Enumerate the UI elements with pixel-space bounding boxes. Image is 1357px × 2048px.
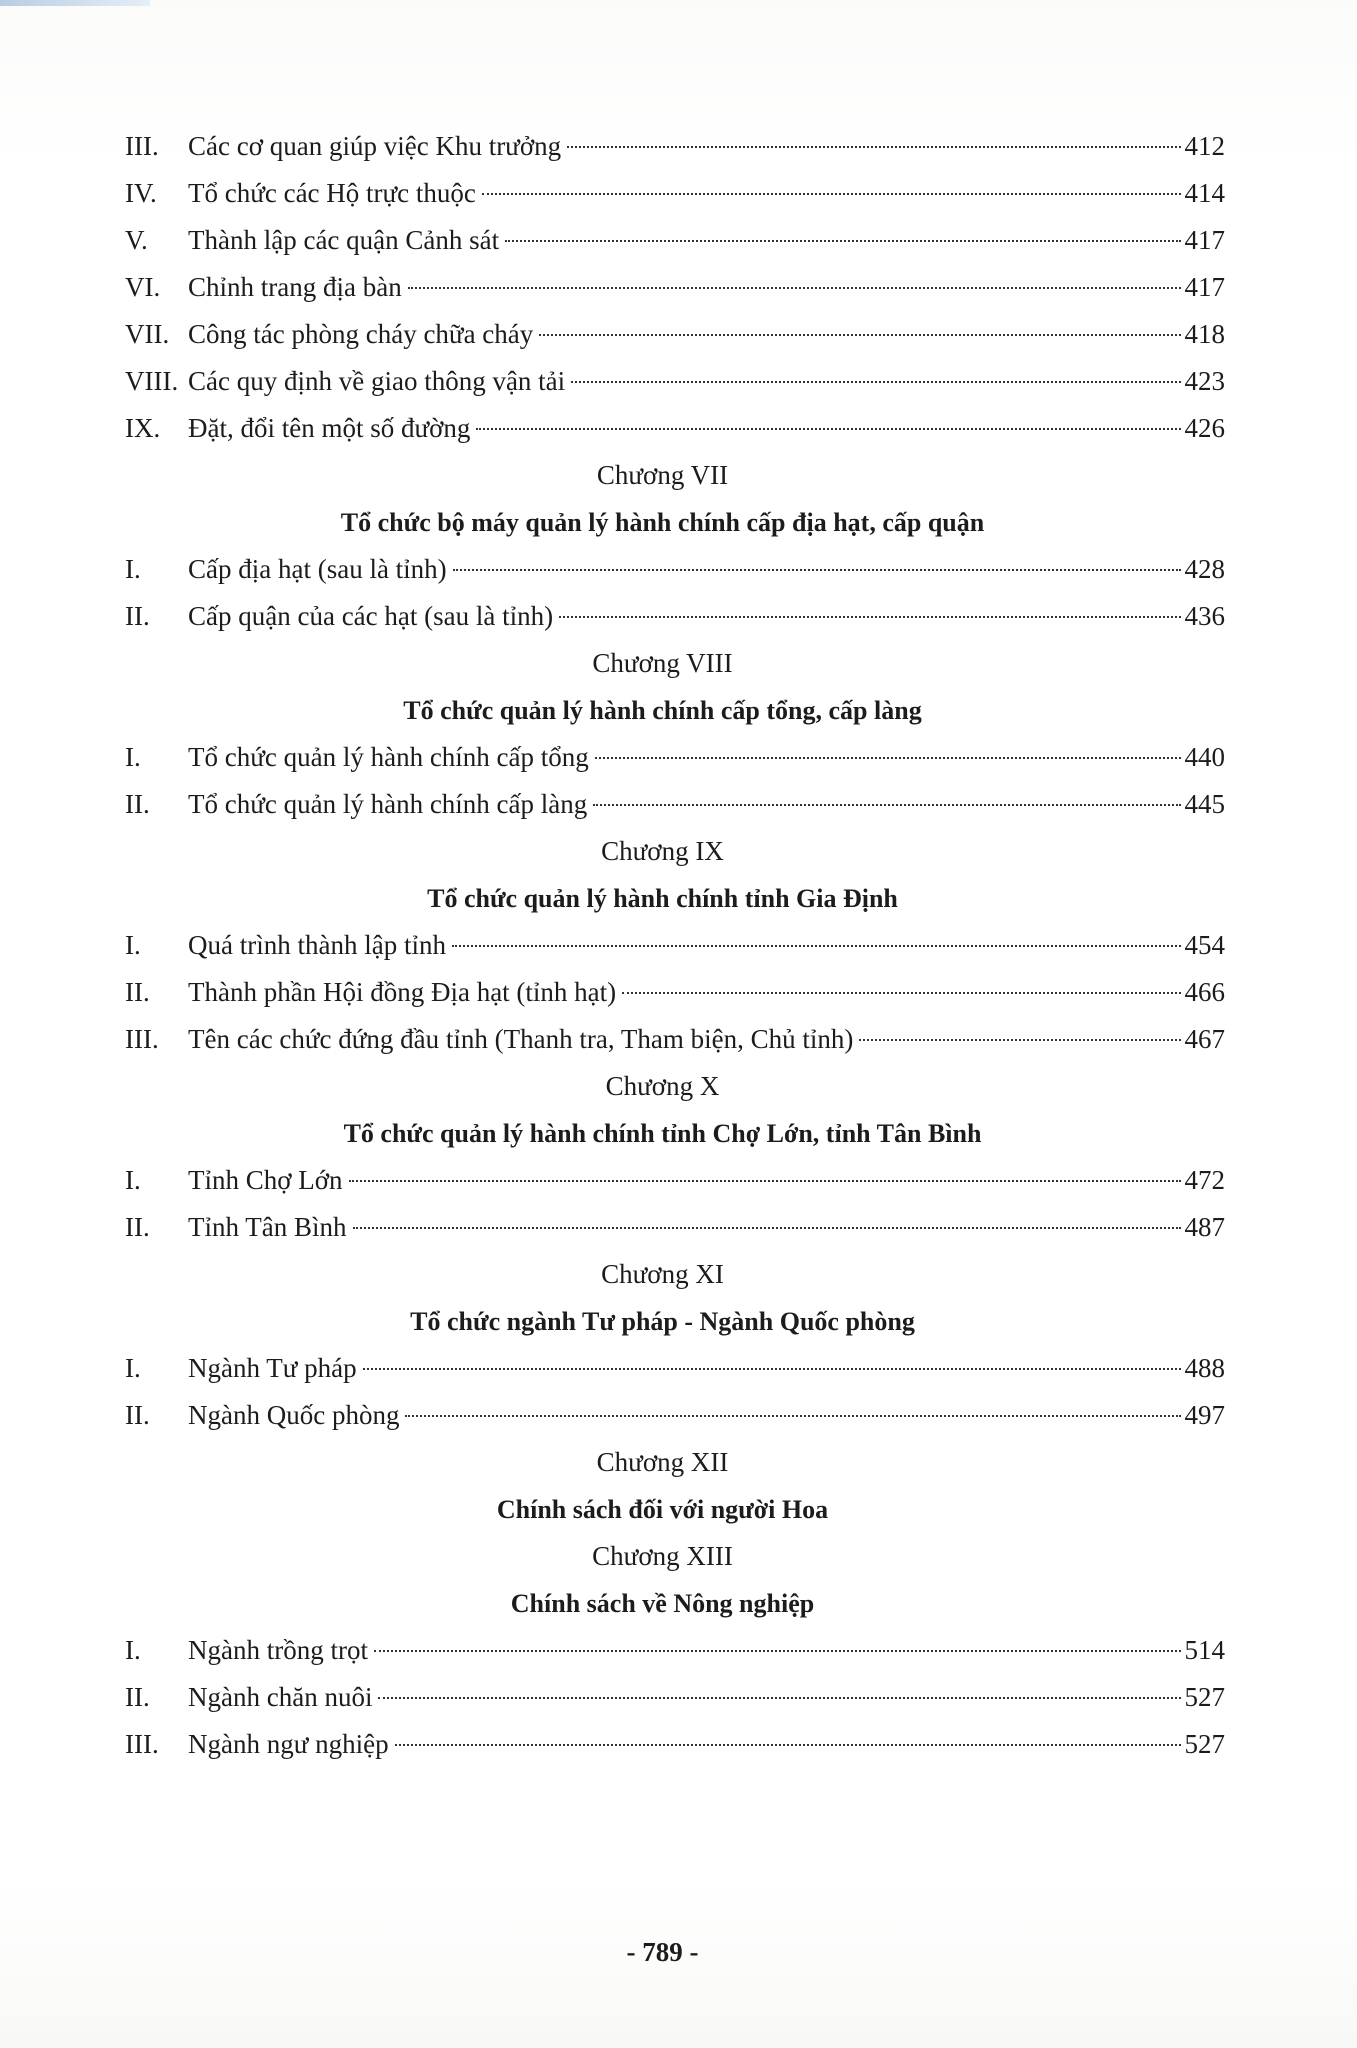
- entry-page: 423: [1184, 366, 1225, 396]
- toc-entry: [125, 170, 1225, 217]
- toc-entry: [125, 311, 1225, 358]
- entry-title: Tổ chức các Hộ trực thuộc: [188, 178, 476, 208]
- entry-number: I.: [125, 554, 141, 584]
- entry-page: 436: [1184, 601, 1225, 631]
- toc-entry: [125, 1016, 1225, 1063]
- dot-leader: [595, 757, 1181, 759]
- entry-number: VIII.: [125, 366, 179, 396]
- toc-entry: [125, 1674, 1225, 1721]
- entry-page: 466: [1184, 977, 1225, 1007]
- toc-entry: [125, 546, 1225, 593]
- entry-page: 426: [1184, 413, 1225, 443]
- toc-entry: [125, 969, 1225, 1016]
- scan-edge-mark: [0, 0, 150, 6]
- toc-entry: [125, 922, 1225, 969]
- entry-title: Các quy định về giao thông vận tải: [188, 366, 566, 396]
- dot-leader: [378, 1697, 1180, 1699]
- dot-leader: [353, 1227, 1181, 1229]
- entry-page: 472: [1184, 1165, 1225, 1195]
- entry-number: II.: [125, 1400, 150, 1430]
- entry-number: V.: [125, 225, 148, 255]
- dot-leader: [405, 1415, 1180, 1417]
- dot-leader: [593, 804, 1180, 806]
- entry-title: Thành lập các quận Cảnh sát: [188, 225, 500, 255]
- entry-page: 487: [1184, 1212, 1225, 1242]
- dot-leader: [395, 1744, 1181, 1746]
- toc-entry: [125, 217, 1225, 264]
- chapter-title: Tổ chức quản lý hành chính tỉnh Gia Định: [427, 884, 898, 913]
- entry-page: 445: [1184, 789, 1225, 819]
- toc-entry: [125, 1721, 1225, 1768]
- toc-entry: [125, 593, 1225, 640]
- entry-number: II.: [125, 977, 150, 1007]
- entry-number: I.: [125, 1353, 141, 1383]
- entry-title: Tên các chức đứng đầu tỉnh (Thanh tra, Tham biện, Chủ tỉnh): [188, 1024, 854, 1054]
- entry-title: Tổ chức quản lý hành chính cấp tổng: [188, 742, 589, 772]
- entry-number: I.: [125, 1165, 141, 1195]
- dot-leader: [363, 1368, 1181, 1370]
- dot-leader: [559, 616, 1180, 618]
- entry-title: Thành phần Hội đồng Địa hạt (tỉnh hạt): [188, 977, 617, 1007]
- entry-number: II.: [125, 601, 150, 631]
- chapter-label: Chương XII: [596, 1447, 729, 1477]
- entry-page: 417: [1184, 272, 1225, 302]
- chapter-title: Tổ chức quản lý hành chính tỉnh Chợ Lớn, tỉnh Tân Bình: [343, 1119, 982, 1148]
- entry-number: II.: [125, 789, 150, 819]
- dot-leader: [374, 1650, 1181, 1652]
- entry-title: Ngành chăn nuôi: [188, 1682, 373, 1712]
- toc-entry: [125, 1345, 1225, 1392]
- toc-entry: [125, 1204, 1225, 1251]
- chapter-label: Chương X: [605, 1071, 720, 1101]
- entry-page: 488: [1184, 1353, 1225, 1383]
- entry-page: 467: [1184, 1024, 1225, 1054]
- dot-leader: [476, 428, 1180, 430]
- entry-title: Chỉnh trang địa bàn: [188, 272, 402, 302]
- table-of-contents: [125, 123, 1225, 1768]
- dot-leader: [349, 1180, 1181, 1182]
- entry-page: 454: [1184, 930, 1225, 960]
- dot-leader: [859, 1039, 1180, 1041]
- entry-number: I.: [125, 930, 141, 960]
- page-number: - 789 -: [626, 1937, 699, 1967]
- entry-title: Tổ chức quản lý hành chính cấp làng: [188, 789, 588, 819]
- chapter-title: Tổ chức ngành Tư pháp - Ngành Quốc phòng: [410, 1307, 915, 1336]
- entry-title: Tỉnh Chợ Lớn: [188, 1165, 343, 1195]
- entry-title: Các cơ quan giúp việc Khu trưởng: [188, 131, 562, 161]
- dot-leader: [482, 193, 1181, 195]
- entry-number: II.: [125, 1212, 150, 1242]
- entry-number: IV.: [125, 178, 157, 208]
- chapter-label: Chương IX: [601, 836, 724, 866]
- entry-page: 418: [1184, 319, 1225, 349]
- entry-title: Ngành Tư pháp: [188, 1353, 357, 1383]
- entry-number: II.: [125, 1682, 150, 1712]
- dot-leader: [539, 334, 1180, 336]
- entry-page: 412: [1184, 131, 1225, 161]
- dot-leader: [452, 945, 1181, 947]
- entry-number: I.: [125, 742, 141, 772]
- entry-number: IX.: [125, 413, 161, 443]
- chapter-label: Chương XIII: [592, 1541, 733, 1571]
- chapter-label: Chương XI: [601, 1259, 724, 1289]
- toc-entry: [125, 781, 1225, 828]
- entry-page: 428: [1184, 554, 1225, 584]
- entry-page: 414: [1184, 178, 1225, 208]
- toc-entry: [125, 358, 1225, 405]
- dot-leader: [505, 240, 1180, 242]
- entry-title: Quá trình thành lập tỉnh: [188, 930, 446, 960]
- entry-number: III.: [125, 1729, 159, 1759]
- toc-entry: [125, 1392, 1225, 1439]
- entry-title: Tỉnh Tân Bình: [188, 1212, 347, 1242]
- dot-leader: [453, 569, 1181, 571]
- toc-entry: [125, 123, 1225, 170]
- entry-title: Cấp quận của các hạt (sau là tỉnh): [188, 601, 554, 631]
- entry-title: Cấp địa hạt (sau là tỉnh): [188, 554, 447, 584]
- toc-entry: [125, 1627, 1225, 1674]
- entry-number: III.: [125, 1024, 159, 1054]
- toc-entry: [125, 264, 1225, 311]
- entry-number: VII.: [125, 319, 170, 349]
- entry-page: 440: [1184, 742, 1225, 772]
- entry-title: Đặt, đổi tên một số đường: [188, 413, 471, 443]
- chapter-title: Tổ chức quản lý hành chính cấp tổng, cấp làng: [403, 696, 922, 725]
- entry-page: 527: [1184, 1729, 1225, 1759]
- entry-title: Công tác phòng cháy chữa cháy: [188, 319, 534, 349]
- entry-title: Ngành Quốc phòng: [188, 1400, 400, 1430]
- toc-entry: [125, 405, 1225, 452]
- entry-number: III.: [125, 131, 159, 161]
- dot-leader: [408, 287, 1181, 289]
- chapter-title: Chính sách về Nông nghiệp: [510, 1589, 815, 1618]
- entry-page: 514: [1184, 1635, 1225, 1665]
- chapter-label: Chương VII: [596, 460, 729, 490]
- entry-page: 497: [1184, 1400, 1225, 1430]
- entry-page: 527: [1184, 1682, 1225, 1712]
- entry-page: 417: [1184, 225, 1225, 255]
- dot-leader: [567, 146, 1180, 148]
- entry-number: I.: [125, 1635, 141, 1665]
- entry-title: Ngành ngư nghiệp: [188, 1729, 389, 1759]
- dot-leader: [622, 992, 1180, 994]
- entry-title: Ngành trồng trọt: [188, 1635, 368, 1665]
- toc-entry: [125, 734, 1225, 781]
- chapter-label: Chương VIII: [592, 648, 733, 678]
- toc-entry: [125, 1157, 1225, 1204]
- entry-number: VI.: [125, 272, 161, 302]
- chapter-title: Tổ chức bộ máy quản lý hành chính cấp địa hạt, cấp quận: [340, 508, 985, 537]
- dot-leader: [571, 381, 1180, 383]
- chapter-title: Chính sách đối với người Hoa: [496, 1495, 829, 1524]
